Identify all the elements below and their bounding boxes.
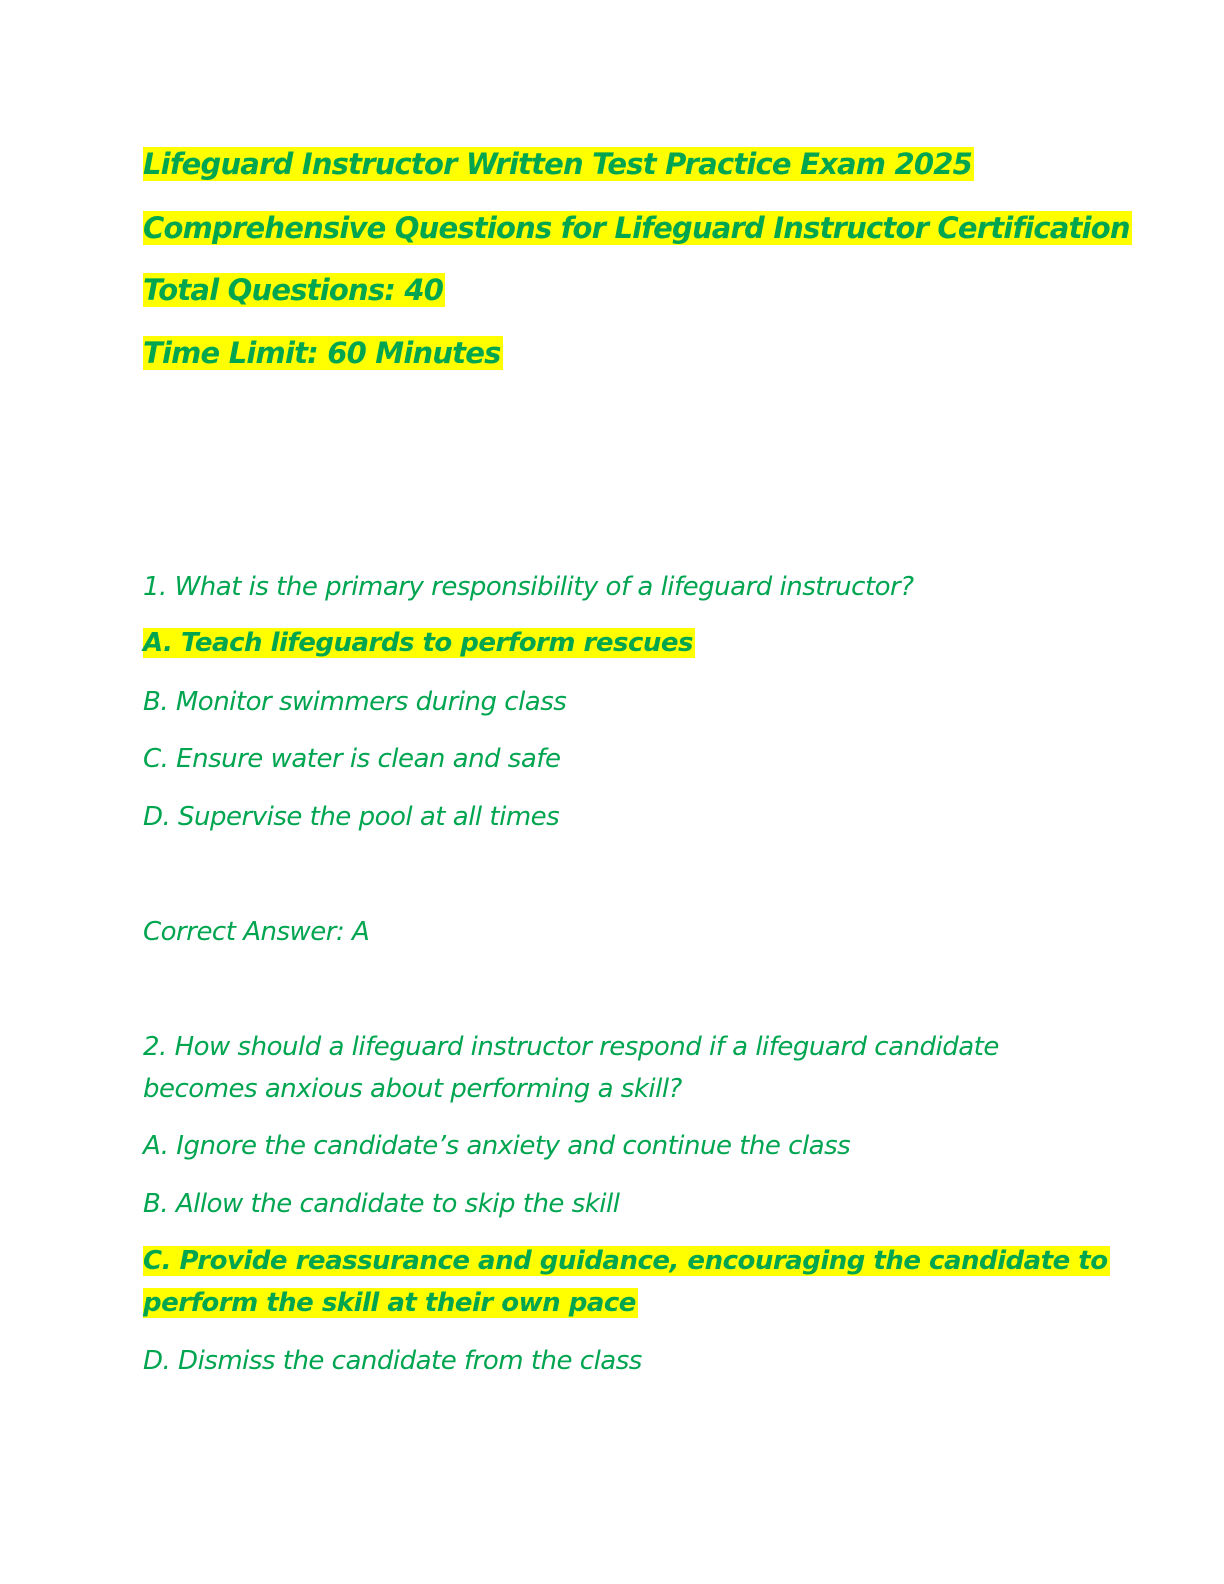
question-2-option-a: A. Ignore the candidate’s anxiety and continue the class [143,1131,851,1161]
question-2-text-line2: becomes anxious about performing a skill? [143,1074,682,1104]
question-1-option-b: B. Monitor swimmers during class [143,687,567,717]
time-limit-text: Time Limit: 60 Minutes [143,336,501,370]
total-questions-text: Total Questions: 40 [143,273,444,307]
question-1-answer: Correct Answer: A [143,917,370,947]
question-1-option-a-text: A. Teach lifeguards to perform rescues [143,628,693,658]
question-2-option-c-text-line1: C. Provide reassurance and guidance, encouraging the candidate to [143,1246,1108,1276]
question-2-option-b: B. Allow the candidate to skip the skill [143,1189,620,1219]
doc-subtitle-text: Comprehensive Questions for Lifeguard Instructor Certification [143,211,1130,245]
doc-subtitle [143,207,1132,249]
total-questions [143,269,445,311]
question-2-option-c-line2 [143,1285,638,1321]
question-1-option-d: D. Supervise the pool at all times [143,802,560,832]
question-2-option-d: D. Dismiss the candidate from the class [143,1346,642,1376]
question-1-text: 1. What is the primary responsibility of a lifeguard instructor? [143,572,914,602]
question-2-option-c-text-line2: perform the skill at their own pace [143,1288,636,1318]
question-1-option-c: C. Ensure water is clean and safe [143,744,561,774]
time-limit [143,332,503,374]
doc-title-text: Lifeguard Instructor Written Test Practice Exam 2025 [143,147,973,181]
doc-title [143,143,974,185]
question-2-text-line1: 2. How should a lifeguard instructor respond if a lifeguard candidate [143,1032,999,1062]
question-1-option-a [143,625,695,661]
question-2-option-c-line1 [143,1243,1110,1279]
